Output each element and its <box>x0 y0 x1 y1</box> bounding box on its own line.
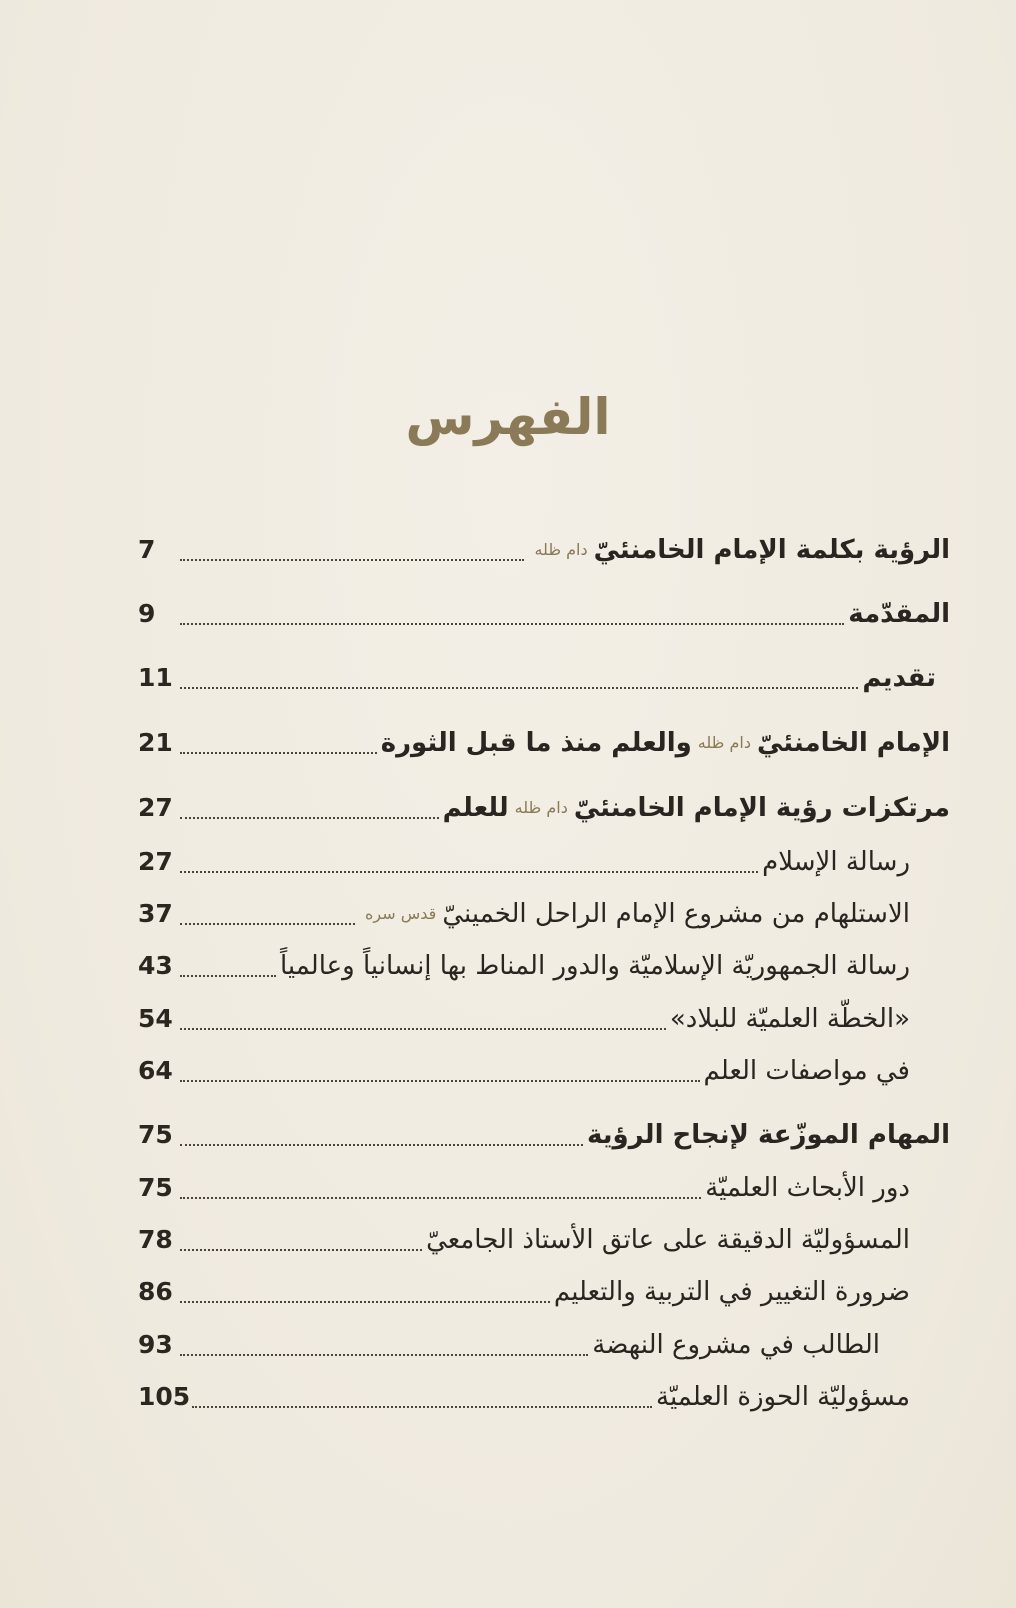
dot-leader <box>180 752 377 754</box>
toc-entry[interactable] <box>138 1272 910 1312</box>
dot-leader <box>180 1028 666 1030</box>
toc-entry[interactable] <box>138 658 936 698</box>
toc-entry[interactable] <box>138 1377 910 1417</box>
dot-leader <box>180 623 844 625</box>
entry-title: مرتكزات رؤية الإمام الخامنئيّ <box>573 793 950 823</box>
entry-page-number: 64 <box>138 1056 173 1085</box>
entry-page-number: 21 <box>138 728 173 757</box>
entry-title: في مواصفات العلم <box>703 1056 910 1086</box>
entry-page-number: 93 <box>138 1330 173 1359</box>
entry-page-number: 105 <box>138 1382 191 1411</box>
toc-entry[interactable] <box>138 894 910 934</box>
toc-entry[interactable] <box>138 1168 910 1208</box>
entry-page-number: 37 <box>138 899 173 928</box>
toc-entry[interactable] <box>138 530 950 570</box>
entry-page-number: 75 <box>138 1173 173 1202</box>
entry-page-number: 7 <box>138 535 156 564</box>
entry-title: المسؤوليّة الدقيقة على عاتق الأستاذ الجامعيّ <box>426 1225 910 1255</box>
entry-page-number: 54 <box>138 1004 173 1033</box>
dot-leader <box>180 817 439 819</box>
toc-entry[interactable] <box>138 1115 950 1155</box>
entry-title: الإمام الخامنئيّ <box>756 728 950 758</box>
toc-entry[interactable] <box>138 723 950 763</box>
toc-entry[interactable] <box>138 842 910 882</box>
dot-leader <box>192 1406 652 1408</box>
dot-leader <box>180 871 758 873</box>
entry-title: رسالة الإسلام <box>762 847 910 877</box>
entry-title-continued: والعلم منذ ما قبل الثورة <box>380 728 692 758</box>
entry-title: المهام الموزّعة لإنجاح الرؤية <box>586 1120 950 1150</box>
entry-page-number: 86 <box>138 1277 173 1306</box>
entry-page-number: 9 <box>138 599 156 628</box>
entry-title: «الخطّة العلميّة للبلاد» <box>669 1004 910 1034</box>
entry-title: الاستلهام من مشروع الإمام الراحل الخمينيّ <box>442 899 910 929</box>
dot-leader <box>180 1354 588 1356</box>
entry-page-number: 11 <box>138 663 173 692</box>
entry-title: المقدّمة <box>848 599 950 629</box>
toc-entry[interactable] <box>138 999 910 1039</box>
dot-leader <box>180 1249 422 1251</box>
dot-leader <box>180 975 276 977</box>
honorific-mark: دام ظله <box>534 540 588 559</box>
honorific-mark: قدس سره <box>365 904 437 923</box>
entry-page-number: 43 <box>138 951 173 980</box>
toc-entry[interactable] <box>138 788 950 828</box>
dot-leader <box>180 1197 701 1199</box>
dot-leader <box>180 559 524 561</box>
toc-entry[interactable] <box>138 1220 910 1260</box>
dot-leader <box>180 1080 700 1082</box>
toc-entry[interactable] <box>138 1325 880 1365</box>
entry-title: رسالة الجمهوريّة الإسلاميّة والدور المناط بها إنسانياً وعالمياً <box>279 951 910 981</box>
dot-leader <box>180 923 355 925</box>
toc-entry[interactable] <box>138 1051 910 1091</box>
toc-entry[interactable] <box>138 946 910 986</box>
entry-title: الطالب في مشروع النهضة <box>592 1330 880 1360</box>
entry-title: ضرورة التغيير في التربية والتعليم <box>553 1277 910 1307</box>
honorific-mark: دام ظله <box>697 733 751 752</box>
entry-title: مسؤوليّة الحوزة العلميّة <box>656 1382 910 1412</box>
entry-title: تقديم <box>862 663 936 693</box>
dot-leader <box>180 1144 583 1146</box>
entry-title-continued: للعلم <box>442 793 509 823</box>
entry-page-number: 27 <box>138 793 173 822</box>
honorific-mark: دام ظله <box>514 798 568 817</box>
page-title: الفهرس <box>405 388 611 446</box>
toc-entry[interactable] <box>138 594 950 634</box>
dot-leader <box>180 687 858 689</box>
dot-leader <box>180 1301 550 1303</box>
entry-page-number: 27 <box>138 847 173 876</box>
entry-title: دور الأبحاث العلميّة <box>705 1173 910 1203</box>
entry-title: الرؤية بكلمة الإمام الخامنئيّ <box>593 535 950 565</box>
entry-page-number: 78 <box>138 1225 173 1254</box>
entry-page-number: 75 <box>138 1120 173 1149</box>
